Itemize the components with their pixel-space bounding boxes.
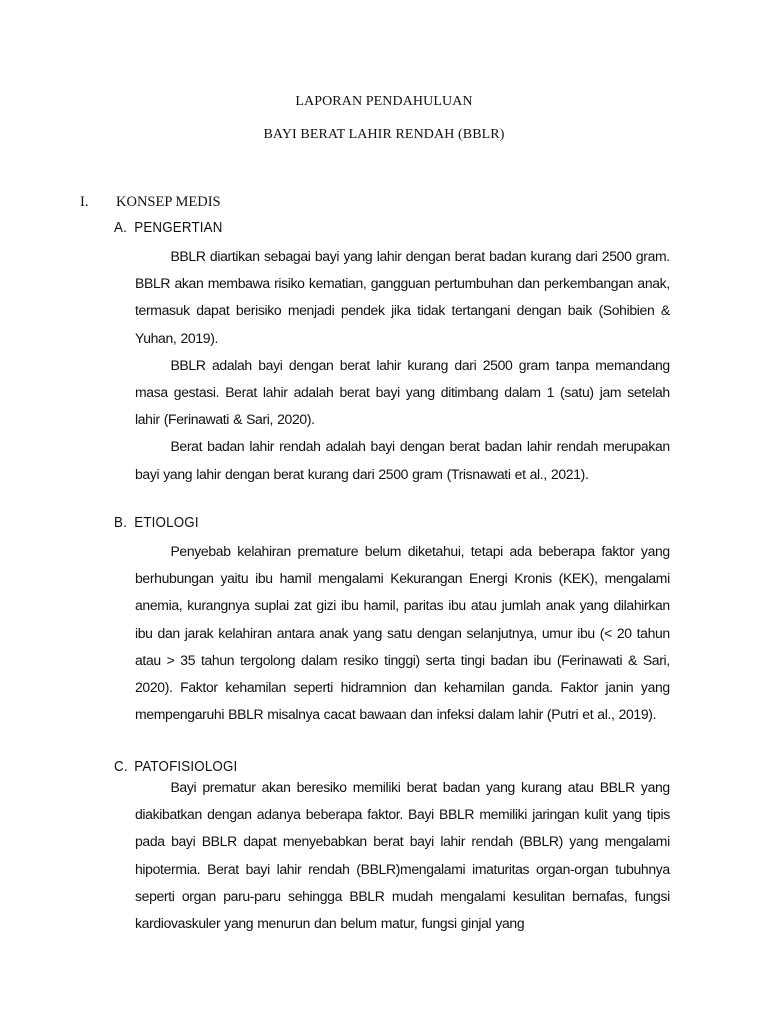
document-title: LAPORAN PENDAHULUAN (295, 94, 473, 109)
paragraph: Penyebab kelahiran premature belum diketahui, tetapi ada beberapa faktor yang berhubungan yaitu ibu hamil mengalami Kekurangan Energi Kronis (KEK), mengalami anemia, kurangnya suplai zat gizi ibu hamil, paritas ibu atau jumlah anak yang dilahirkan ibu dan jarak kelahiran antara anak yang satu dengan selanjutnya, umur ibu (< 20 tahun atau > 35 tahun tergolong dalam resiko tinggi) serta tingi badan ibu (Ferinawati & Sari, 2020). Faktor kehamilan seperti hidramnion dan kehamilan ganda. Faktor janin yang mempengaruhi BBLR misalnya cacat bawaan dan infeksi dalam lahir (Putri et al., 2019). (135, 544, 670, 724)
paragraph: BBLR adalah bayi dengan berat lahir kurang dari 2500 gram tanpa memandang masa gestasi. Berat lahir adalah berat bayi yang ditimbang dalam 1 (satu) jam setelah lahir (Ferinawati & Sari, 2020). (135, 357, 670, 429)
pengertian-body (135, 244, 670, 489)
section-title: KONSEP MEDIS (116, 194, 221, 210)
subsection-title: ETIOLOGI (134, 515, 199, 531)
subsection-letter: B. (114, 515, 127, 531)
subsection-heading-patofisiologi (114, 759, 237, 775)
paragraph: BBLR diartikan sebagai bayi yang lahir dengan berat badan kurang dari 2500 gram. BBLR akan membawa risiko kematian, gangguan pertumbuhan dan perkembangan anak, termasuk dapat berisiko menjadi pendek jika tidak tertangani dengan baik (Sohibien & Yuhan, 2019). (135, 249, 670, 347)
section-number: I. (80, 194, 89, 210)
subsection-heading-etiologi (114, 515, 199, 531)
etiologi-body (135, 539, 670, 729)
patofisiologi-body (135, 775, 670, 938)
subsection-title: PATOFISIOLOGI (134, 759, 238, 775)
subsection-letter: C. (114, 759, 128, 775)
paragraph: Berat badan lahir rendah adalah bayi dengan berat badan lahir rendah merupakan bayi yang lahir dengan berat kurang dari 2500 gram (Trisnawati et al., 2021). (135, 439, 670, 483)
section-heading-konsep-medis (80, 194, 221, 211)
document-subtitle: BAYI BERAT LAHIR RENDAH (BBLR) (263, 127, 505, 142)
paragraph: Bayi prematur akan beresiko memiliki berat badan yang kurang atau BBLR yang diakibatkan dengan adanya beberapa faktor. Bayi BBLR memiliki jaringan kulit yang tipis pada bayi BBLR dapat menyebabkan berat bayi lahir rendah (BBLR) yang mengalami hipotermia. Berat bayi lahir rendah (BBLR)mengalami imaturitas organ-organ tubuhnya seperti organ paru-paru sehingga BBLR mudah mengalami kesulitan bernafas, fungsi kardiovaskuler yang menurun dan belum matur, fungsi ginjal yang (135, 780, 670, 933)
subsection-title: PENGERTIAN (134, 220, 223, 236)
subsection-heading-pengertian (114, 220, 223, 236)
subsection-letter: A. (114, 220, 127, 236)
